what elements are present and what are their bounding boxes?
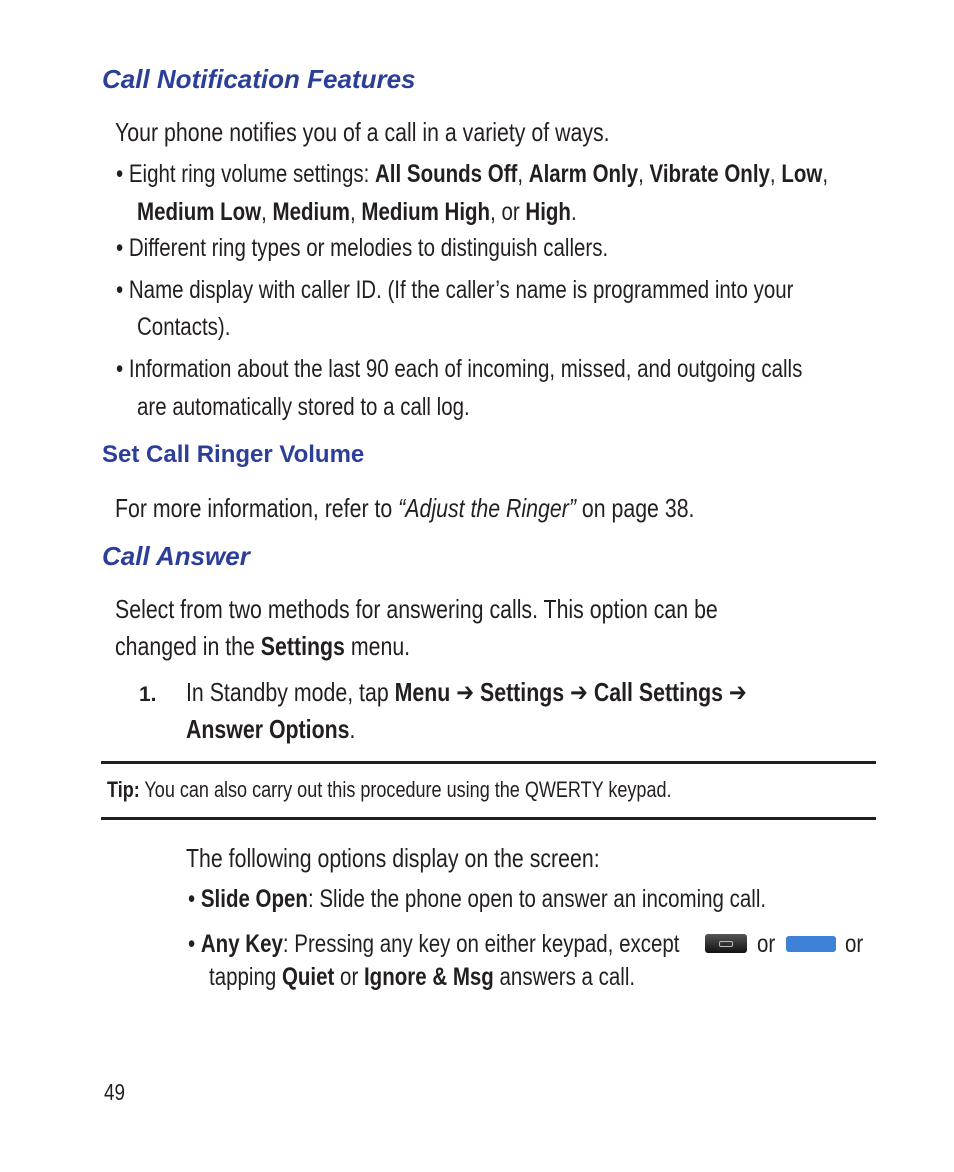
bullet-ring-types: • Different ring types or melodies to distinguish callers. bbox=[116, 234, 609, 262]
section-heading-ringer-volume: Set Call Ringer Volume bbox=[102, 441, 365, 468]
bullet-call-log: • Information about the last 90 each of incoming, missed, and outgoing calls bbox=[116, 355, 803, 383]
tip-note: Tip: You can also carry out this procedure using the QWERTY keypad. bbox=[107, 777, 672, 802]
option-slide-open: • Slide Open: Slide the phone open to answer an incoming call. bbox=[188, 885, 767, 913]
section-heading-call-answer: Call Answer bbox=[102, 541, 250, 571]
step-one-text-cont: Answer Options. bbox=[186, 714, 356, 744]
bullet-call-log-cont: are automatically stored to a call log. bbox=[137, 393, 470, 421]
option-any-key-or2: or bbox=[845, 930, 864, 958]
option-any-key-label: • Any Key: Pressing any key on either keypad, except bbox=[188, 930, 680, 958]
tip-top-rule bbox=[101, 761, 876, 764]
option-any-key-cont: tapping Quiet or Ignore & Msg answers a call. bbox=[209, 963, 636, 991]
call-notification-intro: Your phone notifies you of a call in a variety of ways. bbox=[115, 117, 610, 147]
bullet-ring-volume-cont: Medium Low, Medium, Medium High, or High. bbox=[137, 198, 577, 226]
option-any-key-or: or bbox=[757, 930, 776, 958]
blue-softkey-icon bbox=[786, 935, 836, 953]
end-call-key-icon bbox=[705, 934, 747, 953]
bullet-caller-id: • Name display with caller ID. (If the caller’s name is programmed into your bbox=[116, 276, 794, 304]
call-answer-intro-cont: changed in the Settings menu. bbox=[115, 631, 411, 661]
step-one-text: In Standby mode, tap Menu ➔ Settings ➔ Call Settings ➔ bbox=[186, 677, 747, 707]
tip-bottom-rule bbox=[101, 817, 876, 820]
page-number: 49 bbox=[104, 1079, 125, 1105]
call-answer-intro: Select from two methods for answering calls. This option can be bbox=[115, 594, 718, 624]
ringer-volume-text: For more information, refer to “Adjust the Ringer” on page 38. bbox=[115, 493, 695, 523]
options-intro: The following options display on the screen: bbox=[186, 843, 600, 873]
bullet-caller-id-cont: Contacts). bbox=[137, 313, 231, 341]
adjust-ringer-reference[interactable]: “Adjust the Ringer” bbox=[398, 493, 576, 523]
step-number: 1. bbox=[139, 683, 157, 706]
section-heading-call-notification: Call Notification Features bbox=[102, 64, 416, 94]
bullet-ring-volume: • Eight ring volume settings: All Sounds Off, Alarm Only, Vibrate Only, Low, bbox=[116, 160, 829, 188]
